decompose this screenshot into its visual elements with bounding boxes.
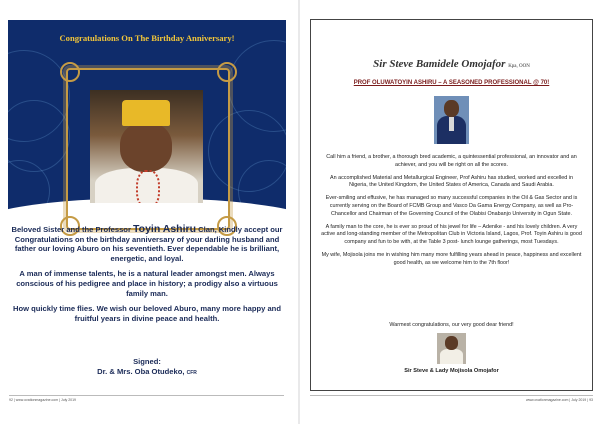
- ad-heading: Congratulations On The Birthday Anniversary!: [59, 33, 235, 43]
- article-paragraph: Call him a friend, a brother, a thorough bred academic, a quintessential professional, an innovator and an achiever, and you will be right on all the scores.: [326, 154, 577, 168]
- article-title: PROF OLUWATOYIN ASHIRU – A SEASONED PROFESSIONAL @ 70!: [353, 80, 550, 86]
- author-name: Sir Steve Bamidele Omojafor Kpa, OON: [373, 58, 530, 70]
- frame-corner-icon: [60, 62, 80, 82]
- celebrant-portrait: [434, 96, 469, 144]
- signatory: Dr. & Mrs. Oba Otudeko,: [97, 367, 185, 376]
- ad-message: [8, 225, 286, 329]
- tribute-article: [310, 19, 593, 391]
- article-paragraph: Ever-smiling and effusive, he has managed so many successful companies in the Oil & Gas Sector and is currently serving on the Board of FCMB Group and Vasco Da Gama Energy Company, as well as Pro-Chancellor and Chairman of the Governing Council of the Olabisi Onabanjo University in Ogun State.: [325, 195, 578, 217]
- left-footer: 92 | www.ovationmagazine.com | July 2019: [9, 395, 284, 404]
- right-footer: www.ovationmagazine.com | July 2019 | 93: [310, 395, 593, 404]
- ad-paragraph-2: A man of immense talents, he is a natural leader amongst men. Always conscious of his pedigree and place in history; a prodigy also a virtuous family man.: [16, 269, 278, 298]
- signed-label: Signed:: [133, 357, 161, 366]
- article-paragraph: My wife, Mojisola joins me in wishing him many more fulfilling years ahead in peace, happiness and excellent good health, as we welcome him to the 7th floor!: [321, 251, 582, 266]
- celebrant-photo: [90, 90, 203, 203]
- article-paragraph: An accomplished Material and Metallurgical Engineer, Prof Ashiru has studied, worked and excelled in Nigeria, the United Kingdom, the United States of America, Canada and Saudi Arabia.: [329, 174, 573, 189]
- ad-signature: [8, 357, 286, 378]
- closing-line: Warmest congratulations, our very good dear friend!: [389, 322, 514, 328]
- ad-paragraph-3: How quickly time flies. We wish our beloved Aburo, many more happy and fruitful years in divine peace and health.: [13, 304, 281, 323]
- author-photo: [437, 333, 466, 364]
- frame-corner-icon: [217, 62, 237, 82]
- signatory-honor: CFR: [186, 370, 197, 376]
- article-signoff: Sir Steve & Lady Mojisola Omojafor: [404, 368, 499, 374]
- birthday-advert: [8, 20, 286, 390]
- article-paragraph: A family man to the core, he is ever so proud of his jewel for life – Adenike - and his lovely children. A very active and long-standing member of the Metropolitan Club in Victoria Island, Lagos, Prof. Toyin Ashiru is good company and fun to be with, at the Table 3 post- lunch lounge gatherings, most Tuesdays.: [321, 223, 582, 246]
- ad-paragraph-1: Beloved Sister and the Professor Toyin Ashiru Clan, Kindly accept our Congratulations on the birthday anniversary of your darling husband and father our loving Aburo on his seventieth. Ever dependable he is brilliant, energetic, and loyal.: [11, 223, 283, 263]
- article-body: [320, 154, 583, 273]
